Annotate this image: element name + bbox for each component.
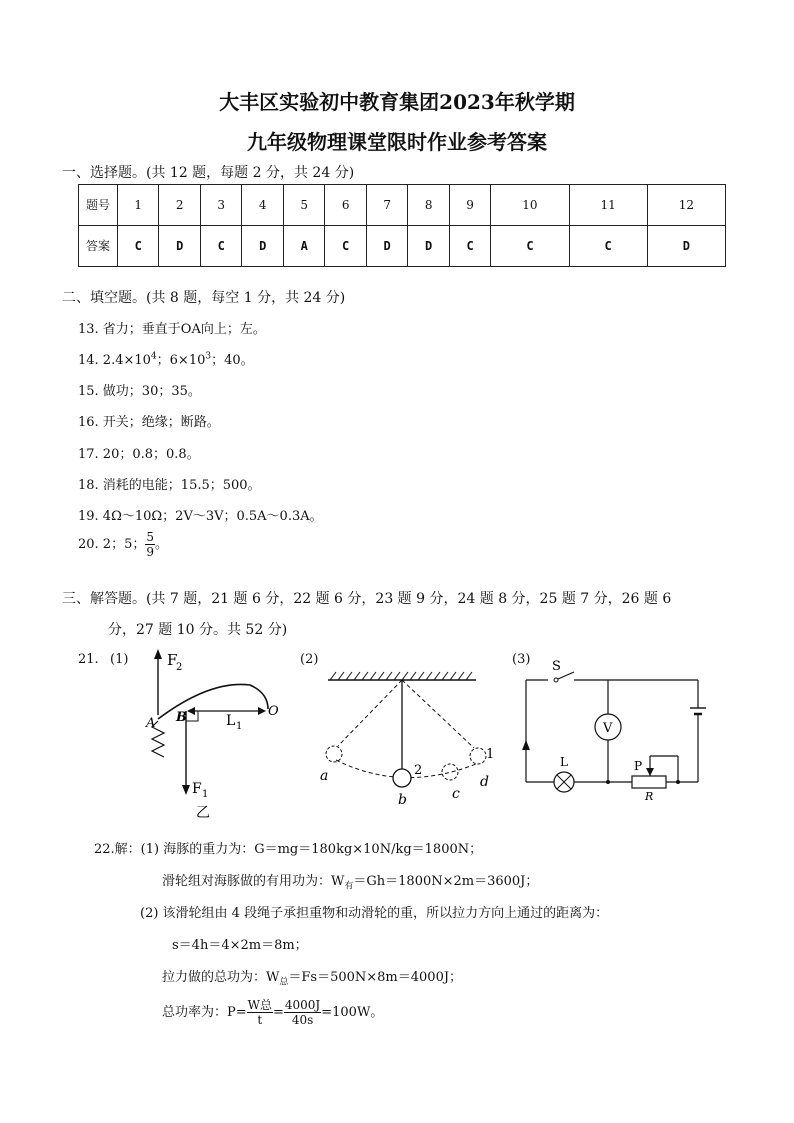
answer-table [78, 184, 726, 267]
fraction-denominator: t [257, 1013, 263, 1027]
label-c: c [452, 786, 460, 802]
answer-cell: C [491, 226, 569, 267]
question-number: 12 [647, 185, 725, 226]
f2-subscript: 2 [176, 662, 183, 673]
rheostat-icon [632, 776, 666, 788]
answer-20 [78, 530, 168, 559]
answer-18: 18. 消耗的电能；15.5；500。 [78, 478, 261, 493]
f1-subscript: 1 [202, 789, 209, 800]
power-fraction-1 [247, 998, 273, 1027]
answer-cell: C [118, 226, 159, 267]
answer-cell: D [408, 226, 449, 267]
question-number: 2 [159, 185, 200, 226]
fraction-numerator: W总 [247, 998, 272, 1012]
answer-20-part1: 20. 2；5； [78, 537, 146, 552]
q21-part2-label: (2) [300, 652, 319, 667]
q22-line2-sub: 有 [344, 881, 354, 892]
q21-part3-label: (3) [512, 652, 531, 667]
figure-caption: 乙 [196, 805, 210, 821]
q22-line2-part2: ＝Gh＝1800N×2m＝3600J； [353, 874, 539, 889]
lever-figure [140, 645, 290, 825]
q22-line1: 22.解：(1) 海豚的重力为：G＝mg＝180kg×10N/kg＝1800N； [94, 842, 483, 857]
answer-20-fraction [145, 530, 155, 559]
answer-cell: D [242, 226, 283, 267]
answer-19: 19. 4Ω～10Ω；2V～3V；0.5A～0.3A。 [78, 509, 323, 524]
label-1: 1 [486, 747, 495, 762]
answer-cell: C [200, 226, 241, 267]
answer-14 [78, 349, 254, 368]
question-number: 7 [366, 185, 407, 226]
answer-cell: D [647, 226, 725, 267]
circuit-figure [512, 652, 712, 802]
answer-14-part2: ；6×10 [156, 353, 206, 368]
q22-line2-part1: 滑轮组对海豚做的有用功为：W [162, 874, 345, 889]
question-number: 10 [491, 185, 569, 226]
table-row-numbers [79, 185, 726, 226]
q21-number: 21. [78, 652, 99, 667]
answer-20-part2: 。 [155, 537, 169, 552]
answer-cell: D [366, 226, 407, 267]
pendulum-figure [318, 668, 508, 808]
q22-line3: (2) 该滑轮组由 4 段绳子承担重物和动滑轮的重，所以拉力方向上通过的距离为： [140, 906, 609, 921]
f2-label: F [167, 651, 178, 669]
q22-line5-part2: ＝Fs＝500N×8m＝4000J； [288, 970, 463, 985]
answer-17: 17. 20；0.8；0.8。 [78, 447, 200, 462]
fraction-numerator: 5 [146, 530, 154, 544]
q22-line6-part2: =100W。 [321, 1005, 384, 1020]
q22-line6-part1: 总功率为：P= [162, 1005, 247, 1020]
label-b: b [398, 792, 407, 808]
answer-14-exp2: 3 [205, 351, 212, 362]
fraction-numerator: 4000J [284, 998, 321, 1012]
q22-line6 [162, 998, 383, 1027]
answer-13: 13. 省力；垂直于OA向上；左。 [78, 322, 266, 337]
pivot-o-label: O [268, 704, 279, 719]
answer-cell: C [569, 226, 647, 267]
q22-line6-eq: = [272, 1005, 284, 1020]
q22-line4: s＝4h＝4×2m＝8m； [172, 938, 308, 953]
point-a-label: A [146, 716, 156, 731]
row-label-question: 题号 [79, 185, 118, 226]
q22-line5-sub: 总 [279, 977, 289, 988]
point-b-label: B [176, 710, 187, 725]
label-d: d [480, 774, 489, 790]
f1-label: F [192, 781, 202, 797]
rheostat-label: R [645, 790, 654, 802]
answer-cell: A [283, 226, 324, 267]
current-arrow-icon [522, 740, 530, 750]
question-number: 4 [242, 185, 283, 226]
question-number: 6 [325, 185, 366, 226]
question-number: 9 [449, 185, 490, 226]
answer-14-part1: 14. 2.4×10 [78, 353, 151, 368]
row-label-answer: 答案 [79, 226, 118, 267]
question-number: 8 [408, 185, 449, 226]
answer-cell: C [449, 226, 490, 267]
question-number: 3 [200, 185, 241, 226]
lamp-label: L [560, 755, 568, 769]
answer-14-exp1: 4 [150, 351, 157, 362]
q21-part1-label: (1) [110, 652, 129, 667]
q22-line5-part1: 拉力做的总功为：W [162, 970, 280, 985]
power-fraction-2 [284, 998, 321, 1027]
doc-title: 大丰区实验初中教育集团2023年秋学期 [219, 90, 575, 114]
section3-heading-line2: 分，27 题 10 分。共 52 分) [108, 622, 288, 638]
answer-15: 15. 做功；30；35。 [78, 384, 201, 399]
doc-subtitle: 九年级物理课堂限时作业参考答案 [247, 130, 547, 154]
answer-14-part3: ；40。 [211, 353, 254, 368]
answer-16: 16. 开关；绝缘；断路。 [78, 415, 220, 430]
question-number: 1 [118, 185, 159, 226]
section2-heading: 二、填空题。(共 8 题，每空 1 分，共 24 分) [62, 290, 346, 306]
q22-line2 [162, 870, 538, 892]
label-2: 2 [414, 763, 423, 778]
section3-heading-line1: 三、解答题。(共 7 题，21 题 6 分，22 题 6 分，23 题 9 分，24 题 8 分，25 题 7 分，26 题 6 [62, 591, 672, 607]
answer-cell: D [159, 226, 200, 267]
question-number: 5 [283, 185, 324, 226]
slider-label: P [634, 759, 643, 773]
l1-label: L [226, 713, 236, 729]
q22-line5 [162, 966, 462, 988]
section1-heading: 一、选择题。(共 12 题，每题 2 分，共 24 分) [62, 165, 355, 181]
switch-label: S [552, 659, 561, 674]
label-a: a [320, 768, 329, 784]
question-number: 11 [569, 185, 647, 226]
answer-cell: C [325, 226, 366, 267]
voltmeter-label: V [603, 721, 613, 736]
fraction-denominator: 40s [291, 1013, 314, 1027]
fraction-denominator: 9 [146, 545, 154, 559]
l1-subscript: 1 [236, 721, 243, 732]
table-row-answers [79, 226, 726, 267]
